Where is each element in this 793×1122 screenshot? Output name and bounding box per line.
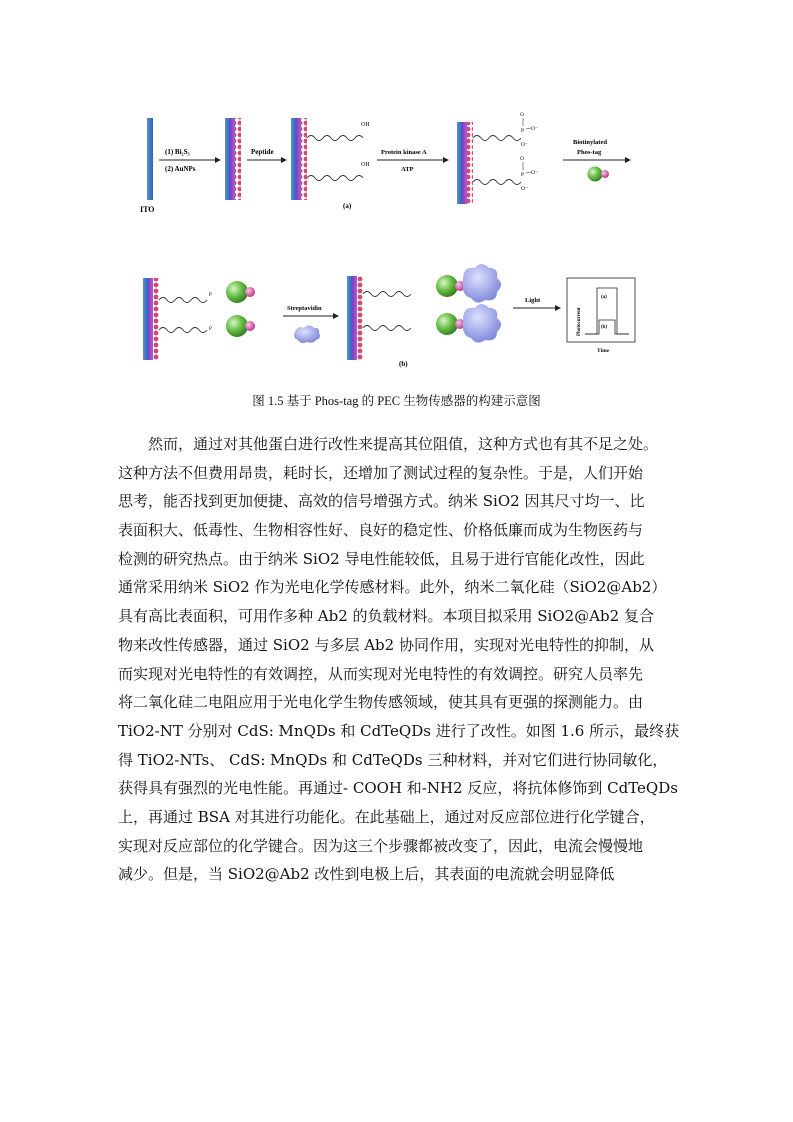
oh-label: OH — [361, 162, 370, 168]
peptide-chain — [159, 328, 207, 333]
svg-text:O⁻: O⁻ — [531, 170, 538, 176]
phos-tag-icon — [588, 167, 603, 182]
svg-text:O⁻: O⁻ — [521, 142, 528, 148]
step5-label: Streptavidin — [287, 305, 322, 312]
peptide-chain — [307, 176, 363, 181]
paragraph-line: 实现对反应部位的化学键合。因为这三个步骤都被改变了，因此，电流会慢慢地 — [118, 836, 644, 855]
arrow-head — [625, 157, 631, 163]
paragraph-line: 得 TiO2-NTs、 CdS: MnQDs 和 CdTeQDs 三种材料，并对它们进行协同敏化， — [118, 750, 668, 769]
figure-caption: 图 1.5 基于 Phos-tag 的 PEC 生物传感器的构建示意图 — [252, 394, 541, 408]
panel-a-label: (a) — [343, 202, 352, 210]
step4-line2: Phos-tag — [577, 149, 602, 156]
peptide-chain — [363, 326, 411, 331]
step1-line2: (2) AuNPs — [165, 165, 196, 173]
streptavidin-icon — [463, 264, 501, 303]
peptide-chain — [307, 136, 363, 141]
arrow-head — [555, 305, 561, 311]
biotin-icon — [601, 170, 609, 178]
step1-line1: (1) Bi₂S₃ — [165, 148, 190, 156]
svg-text:P: P — [521, 172, 525, 178]
phosphate-group — [520, 112, 538, 148]
p-label: P — [209, 293, 212, 298]
paragraph-line: 而实现对光电特性的有效调控，从而实现对光电特性的有效调控。研究人员率先 — [118, 664, 644, 683]
x-axis-label: Time — [597, 348, 610, 354]
paragraph-line: 获得具有强烈的光电性能。再通过- COOH 和-NH2 反应，将抗体修饰到 CdTeQDs — [118, 779, 678, 798]
y-axis-label: Photocurrent — [577, 307, 582, 336]
ito-electrode — [147, 118, 153, 200]
step2-label: Peptide — [251, 148, 274, 156]
paragraph-line: 检测的研究热点。由于纳米 SiO2 导电性能较低，且易于进行官能化改性，因此 — [118, 549, 645, 568]
phos-tag-icon — [226, 281, 248, 303]
paragraph-line: 这种方法不但费用昂贵，耗时长，还增加了测试过程的复杂性。于是，人们开始 — [118, 463, 644, 482]
svg-text:O⁻: O⁻ — [521, 186, 528, 192]
electrode-modified-3 — [457, 122, 473, 204]
paragraph-line: 上，再通过 BSA 对其进行功能化。在此基础上，通过对反应部位进行化学键合， — [118, 807, 655, 826]
phos-tag-icon — [436, 313, 458, 335]
paragraph-line: 思考，能否找到更加便捷、高效的信号增强方式。纳米 SiO2 因其尺寸均一、比 — [118, 492, 645, 511]
streptavidin-icon — [294, 326, 320, 344]
peptide-chain — [159, 298, 207, 303]
peptide-chain — [473, 136, 521, 141]
streptavidin-icon — [463, 304, 501, 343]
body-paragraph — [118, 430, 680, 889]
svg-text:O: O — [520, 112, 524, 118]
paragraph-line: 减少。但是，当 SiO2@Ab2 改性到电极上后，其表面的电流就会明显降低 — [118, 865, 615, 884]
paragraph-line: 通常采用纳米 SiO2 作为光电化学传感材料。此外，纳米二氧化硅（SiO2@Ab2） — [118, 578, 667, 597]
paragraph-line: 将二氧化硅二电阻应用于光电化学生物传感领域，使其具有更强的探测能力。由 — [118, 693, 644, 712]
paragraph-line: 表面积大、低毒性、生物相容性好、良好的稳定性、价格低廉而成为生物医药与 — [118, 521, 644, 540]
arrow-head — [281, 157, 287, 163]
electrode-phos-tag — [143, 278, 159, 360]
step3-line1: Protein kinase A — [381, 149, 427, 156]
biotin-icon — [245, 321, 255, 331]
oh-label: OH — [361, 122, 370, 128]
step6-label: Light — [525, 297, 541, 304]
arrow-head — [333, 313, 339, 319]
step3-line2: ATP — [401, 166, 414, 173]
peptide-chain — [363, 292, 411, 297]
photocurrent-plot — [567, 278, 635, 354]
ito-label: ITO — [140, 205, 155, 214]
paragraph-line: 具有高比表面积，可用作多种 Ab2 的负载材料。本项目拟采用 SiO2@Ab2 复合 — [118, 607, 654, 626]
paragraph-line: TiO2-NT 分别对 CdS: MnQDs 和 CdTeQDs 进行了改性。如图 1.6 所示，最终获 — [118, 721, 680, 740]
paragraph-line: 物来改性传感器，通过 SiO2 与多层 Ab2 协同作用，实现对光电特性的抑制，从 — [118, 635, 654, 654]
figure-panel-a — [135, 102, 645, 222]
curve-a-label: (a) — [601, 295, 607, 300]
svg-text:P: P — [521, 128, 525, 134]
phos-tag-icon — [436, 275, 458, 297]
curve-b-label: (b) — [601, 325, 608, 330]
arrow-head — [215, 157, 221, 163]
arrow-head — [443, 157, 449, 163]
p-label: P — [209, 327, 212, 332]
panel-b-label: (b) — [399, 360, 408, 368]
phos-tag-icon — [226, 315, 248, 337]
phosphate-group — [520, 156, 538, 192]
svg-text:O⁻: O⁻ — [531, 126, 538, 132]
electrode-modified-2 — [291, 118, 307, 200]
paragraph-line: 然而，通过对其他蛋白进行改性来提高其位阻值，这种方式也有其不足之处。 — [118, 435, 659, 453]
electrode-modified-1 — [225, 118, 241, 200]
peptide-chain — [473, 180, 521, 185]
svg-text:O: O — [520, 156, 524, 162]
electrode-streptavidin — [347, 276, 363, 360]
figure-panel-b — [135, 258, 640, 370]
biotin-icon — [245, 287, 255, 297]
step4-line1: Biotinylated — [573, 139, 607, 146]
